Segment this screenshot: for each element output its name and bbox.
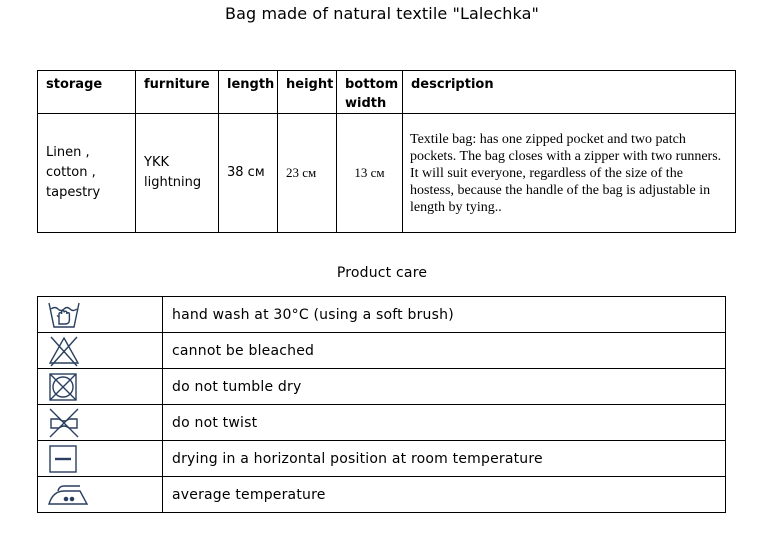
header-length: length (219, 71, 278, 114)
cell-description: Textile bag: has one zipped pocket and two patch pockets. The bag closes with a zipper with two runners. It will suit everyone, regardless of the size of the hostess, because the handle of the bag is adjustable in length by tying.. (403, 114, 736, 233)
header-bottom-width: bottom width (337, 71, 403, 114)
iron-medium-icon (47, 480, 89, 510)
care-row (38, 297, 726, 333)
cell-height: 23 см (278, 114, 337, 233)
care-icon-cell (38, 297, 163, 333)
header-description: description (403, 71, 736, 114)
care-text: cannot be bleached (163, 333, 726, 369)
care-icon-cell (38, 441, 163, 477)
header-storage: storage (38, 71, 136, 114)
care-text: drying in a horizontal position at room temperature (163, 441, 726, 477)
dry-flat-icon (47, 443, 79, 475)
care-row (38, 369, 726, 405)
care-icon-cell (38, 405, 163, 441)
cell-length: 38 см (219, 114, 278, 233)
care-icon-cell (38, 369, 163, 405)
care-table (37, 296, 726, 513)
care-row (38, 405, 726, 441)
header-furniture: furniture (136, 71, 219, 114)
no-bleach-icon (47, 335, 81, 367)
care-row (38, 333, 726, 369)
furniture-line: YKK (144, 155, 169, 170)
furniture-line: lightning (144, 175, 202, 190)
spec-data-row (38, 114, 736, 233)
cell-bottom-width: 13 см (337, 114, 403, 233)
header-height: height (278, 71, 337, 114)
no-wring-icon (47, 407, 81, 439)
care-icon-cell (38, 333, 163, 369)
hand-wash-icon (47, 300, 81, 330)
care-text: hand wash at 30°C (using a soft brush) (163, 297, 726, 333)
care-text: do not twist (163, 405, 726, 441)
cell-storage (38, 114, 136, 233)
no-tumble-dry-icon (47, 371, 79, 403)
spec-table (37, 70, 736, 233)
care-row (38, 477, 726, 513)
cell-furniture (136, 114, 219, 233)
storage-line: Linen , (46, 145, 90, 160)
document-title: Bag made of natural textile "Lalechka" (225, 4, 539, 23)
care-text: do not tumble dry (163, 369, 726, 405)
care-icon-cell (38, 477, 163, 513)
spec-header-row (38, 71, 736, 114)
care-row (38, 441, 726, 477)
storage-line: tapestry (46, 185, 101, 200)
care-text: average temperature (163, 477, 726, 513)
storage-line: cotton , (46, 165, 96, 180)
care-title: Product care (336, 265, 428, 281)
